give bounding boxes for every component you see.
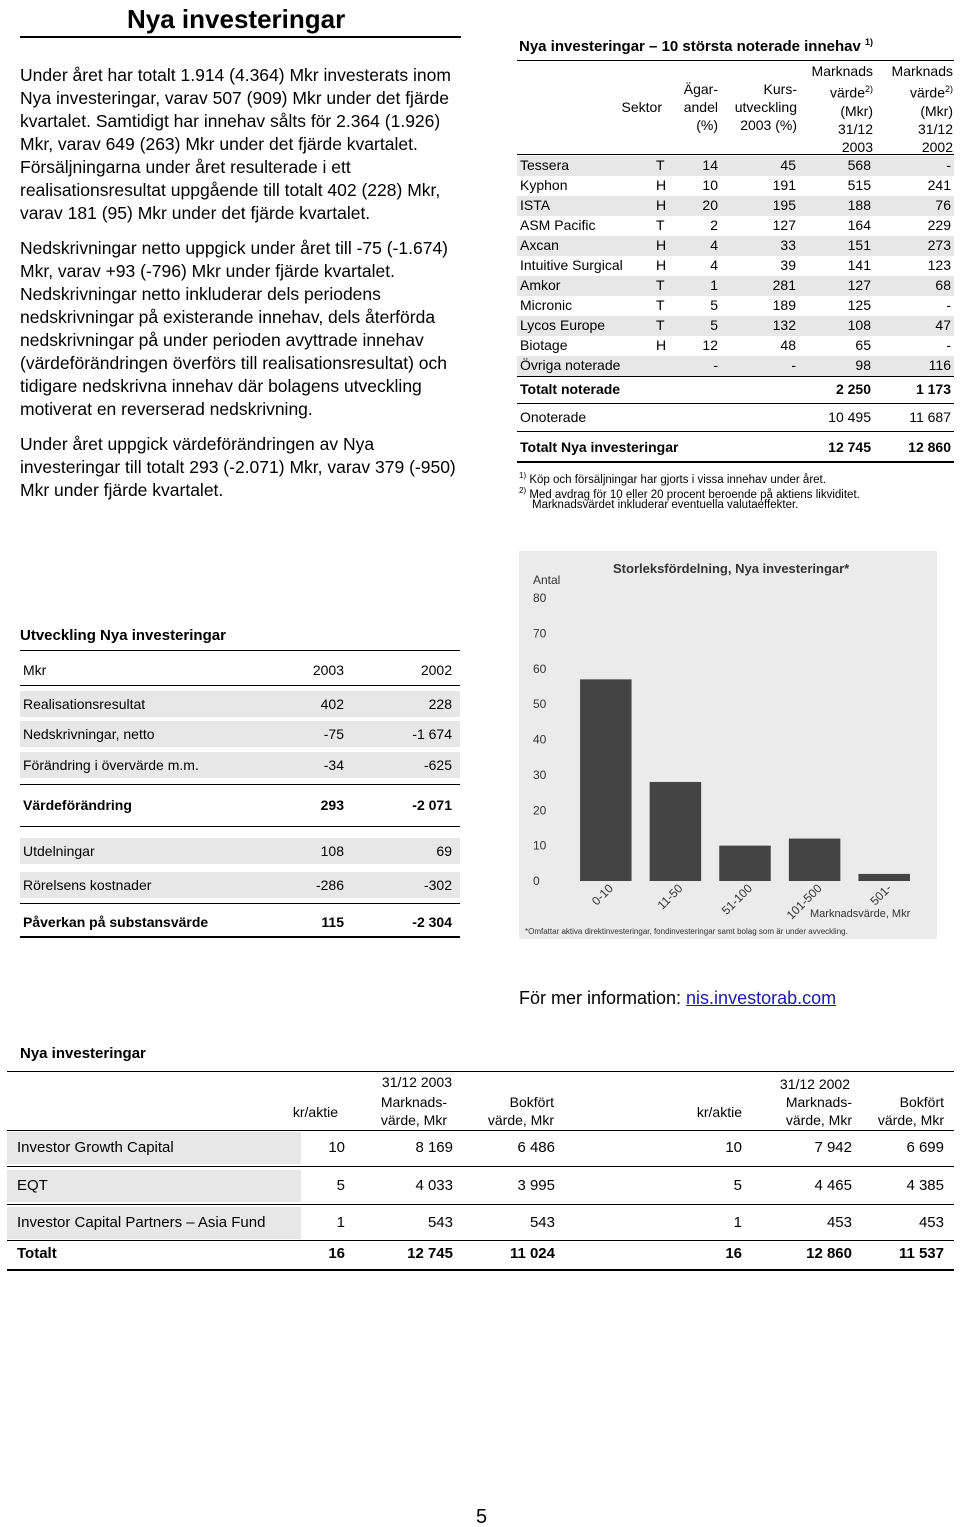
holding-marketvalue-2002: 47 [935,317,951,333]
investment-name: Totalt [17,1245,57,1262]
row-value-2002: -1 674 [412,726,452,742]
more-info-link[interactable]: nis.investorab.com [686,988,837,1008]
table-row [517,276,954,296]
holding-marketvalue-2003: 12 745 [828,439,871,455]
row-label: Påverkan på substansvärde [23,914,209,930]
row-rule [517,403,954,404]
intro-paragraph-3: Under året uppgick värdeförändringen av Nya investeringar till totalt 293 (-2.071) Mkr, varav 379 (-950) Mkr under fjärde kvartalet. [20,434,456,500]
investments-table-title: Nya investeringar [20,1045,146,1062]
development-header-row [20,662,460,682]
holdings-title-text: Nya investeringar – 10 största noterade innehav [519,38,861,55]
holding-marketvalue-2002: - [946,297,951,313]
holding-marketvalue-2002: 12 860 [908,439,951,455]
holding-name: Kyphon [520,177,568,193]
table-row [517,236,954,256]
row-rule [517,431,954,432]
header-line: Marknads- [380,1094,447,1110]
investments-header-rule [7,1130,954,1131]
investments-header-bookvalue-2002 [842,1093,944,1129]
header-line: Marknads [891,63,953,79]
footnote-mark: 2) [519,486,527,495]
table-row [7,1207,954,1239]
holding-ownership: 1 [710,277,718,293]
row-value-2002: -2 304 [412,914,452,930]
header-line: (Mkr) [840,102,873,119]
investment-bookvalue-2003: 11 024 [509,1245,555,1262]
row-value-2002: -625 [423,757,452,773]
holding-sector: H [656,257,667,273]
row-label: Värdeförändring [23,797,132,813]
investment-marketvalue-2003: 8 169 [415,1139,453,1156]
holding-marketvalue-2003: 515 [847,177,871,193]
holding-sector: T [656,297,665,313]
holdings-header-marketvalue-2002 [873,62,953,156]
holding-marketvalue-2002: 123 [927,257,951,273]
header-line: 2003 [841,138,873,155]
holding-marketvalue-2002: 229 [927,217,951,233]
holding-marketvalue-2003: 568 [847,157,871,173]
holdings-total-listed-row [517,381,954,401]
investment-kr-2003: 16 [328,1245,345,1262]
row-rule [20,903,460,904]
header-line: värde, Mkr [380,1112,447,1128]
holding-price-development: 39 [780,257,796,273]
table-row [517,156,954,176]
header-line: värde, Mkr [877,1112,944,1128]
table-bottom-rule [20,936,460,938]
table-row [20,691,460,717]
row-value-2002: -2 071 [412,797,452,813]
row-value-2003: 115 [321,914,344,930]
header-line: andel [683,99,718,115]
holding-sector: T [656,217,665,233]
row-rule [7,1204,954,1205]
chart-title: Storleksfördelning, Nya investeringar* [613,561,850,576]
header-line: Bokfört [509,1094,554,1110]
investment-bookvalue-2003: 543 [529,1214,555,1231]
header-line: Ägar- [683,81,718,97]
row-rule [517,376,954,377]
investments-total-row [7,1238,954,1270]
holding-price-development: 45 [780,157,796,173]
row-value-2002: -302 [423,877,452,893]
investment-bookvalue-2002: 4 385 [906,1177,944,1194]
header-line: Bokfört [899,1094,944,1110]
holding-name: Lycos Europe [520,317,606,333]
holding-ownership: 14 [702,157,718,173]
chart-x-tick-label: 501- [867,881,895,909]
holding-marketvalue-2003: 125 [847,297,871,313]
holding-sector: T [656,157,665,173]
chart-y-tick-label: 40 [533,732,547,747]
table-row [517,296,954,316]
row-rule [20,784,460,785]
header-line: 2003 (%) [740,117,797,133]
holding-price-development: 281 [772,277,796,293]
chart-y-tick-label: 30 [533,767,547,782]
investment-bookvalue-2002: 6 699 [906,1139,944,1156]
holding-price-development: 195 [772,197,796,213]
holding-marketvalue-2003: 10 495 [828,409,871,425]
chart-bar [580,679,632,881]
chart-svg [519,551,937,939]
table-row [517,256,954,276]
chart-y-tick-label: 60 [533,661,547,676]
holding-name: Tessera [520,157,570,173]
holdings-footnote-2b: Marknadsvärdet inkluderar eventuella valutaeffekter. [532,499,799,511]
footnote-mark: 1) [519,471,527,480]
investment-marketvalue-2002: 12 860 [806,1245,852,1262]
row-value-2002: 228 [428,696,452,712]
investment-marketvalue-2002: 453 [826,1214,852,1231]
holding-marketvalue-2002: 241 [927,177,951,193]
holding-name: Övriga noterade [520,357,621,373]
row-label: Utdelningar [23,843,95,859]
header-line: utveckling [734,99,797,115]
development-header-2002: 2002 [420,662,452,678]
table-row [20,752,460,778]
table-row [20,872,460,898]
development-header-label: Mkr [23,662,47,678]
investment-bookvalue-2003: 3 995 [517,1177,555,1194]
holding-name: Biotage [520,337,568,353]
holding-name: Axcan [520,237,559,253]
investment-bookvalue-2003: 6 486 [517,1139,555,1156]
investment-kr-2003: 5 [336,1177,345,1194]
table-row [7,1170,954,1202]
holding-name: Intuitive Surgical [520,257,623,273]
header-line: 31/12 [837,120,873,137]
chart-y-tick-label: 10 [533,838,547,853]
holding-name: Amkor [520,277,561,293]
chart-bar [650,782,702,881]
investments-header-date-2003: 31/12 2003 [381,1074,452,1090]
table-row [7,1132,954,1164]
row-label: Totalt noterade [520,381,621,397]
investments-header-date-2002: 31/12 2002 [779,1076,850,1092]
row-label: Nedskrivningar, netto [23,726,155,742]
table-row [20,797,460,817]
holding-price-development: 33 [780,237,796,253]
intro-text [20,64,461,514]
chart-y-tick-label: 0 [533,874,540,888]
header-line: värde, Mkr [487,1112,554,1128]
header-line: Kurs- [763,81,797,97]
holding-sector: T [656,317,665,333]
holding-sector: H [656,177,667,193]
intro-paragraph-1: Under året har totalt 1.914 (4.364) Mkr investerats inom Nya investeringar, varav 507 (909) Mkr under det fjärde kvartalet. Samtidigt har innehav sålts för 2.364 (1.926) Mkr, varav 649 (263) Mkr under det fjärde kvartalet. Försäljningarna under året resulterade i ett realisationsresultat uppgående till totalt 402 (228) Mkr, varav 181 (95) Mkr under det fjärde kvartalet. [20,65,451,223]
investments-header-kr-2002: kr/aktie [696,1104,742,1120]
holding-ownership: 2 [710,217,718,233]
footnote-text: Med avdrag för 10 eller 20 procent beroende på aktiens likviditet. [529,488,860,501]
chart-footnote: *Omfattar aktiva direktinvesteringar, fondinvesteringar samt bolag som är under avveckling. [525,927,848,936]
row-value-2003: 293 [320,797,344,813]
investment-kr-2002: 10 [725,1139,742,1156]
row-value-2002: 69 [436,843,452,859]
holdings-total-row [517,439,954,459]
row-label: Onoterade [520,409,587,425]
investment-bookvalue-2002: 11 537 [898,1245,944,1262]
table-bottom-rule [7,1269,954,1271]
investment-marketvalue-2003: 543 [427,1214,453,1231]
header-line: 31/12 [917,120,953,137]
header-footnote-mark: 2) [864,84,873,94]
holdings-header-ownership [660,80,718,134]
chart-y-tick-label: 50 [533,697,547,712]
header-line: 2002 [921,138,953,155]
holding-marketvalue-2003: 188 [847,197,871,213]
chart-bar [858,874,910,881]
chart-x-tick-label: 11-50 [654,881,686,913]
row-label: Realisationsresultat [23,696,146,712]
holding-sector: T [656,277,665,293]
chart-y-ticks [533,591,547,888]
holding-sector: H [656,197,667,213]
holding-marketvalue-2002: 68 [935,277,951,293]
intro-paragraph-2: Nedskrivningar netto uppgick under året till -75 (-1.674) Mkr, varav +93 (-796) Mkr under fjärde kvartalet. Nedskrivningar netto inkluderar dels periodens nedskrivningar på existerande innehav, dels återförda nedskrivningar på under perioden avyttrade innehav (värdeförändringen överförs till realisationsresultat) och tidigare nedskrivna innehav där bolagens utveckling motiverat en reverserad nedskrivning. [20,238,448,419]
row-value-2003: -286 [315,877,344,893]
investment-kr-2002: 1 [733,1214,742,1231]
holding-ownership: 4 [710,257,718,273]
holdings-header-rule [517,154,954,155]
holding-marketvalue-2003: 164 [847,217,871,233]
investment-kr-2002: 5 [733,1177,742,1194]
holding-name: Micronic [520,297,573,313]
holdings-title-footnote-mark: 1) [864,37,873,47]
table-row [517,316,954,336]
footnote-text: Köp och försäljningar har gjorts i vissa innehav under året. [529,473,826,486]
page-number: 5 [476,1506,488,1527]
investment-marketvalue-2002: 4 465 [814,1177,852,1194]
header-footnote-mark: 2) [944,84,953,94]
investment-marketvalue-2003: 4 033 [415,1177,453,1194]
holding-sector: H [656,337,667,353]
investment-name: EQT [7,1170,301,1202]
holding-marketvalue-2003: 2 250 [835,381,871,397]
holdings-header-price-development [718,80,797,134]
table-row [20,721,460,747]
chart-y-tick-label: 70 [533,626,547,641]
holding-ownership: - [713,357,718,373]
holding-ownership: 20 [702,197,718,213]
investment-marketvalue-2002: 7 942 [814,1139,852,1156]
holding-name: ASM Pacific [520,217,596,233]
investment-kr-2003: 10 [328,1139,345,1156]
holding-price-development: 48 [780,337,796,353]
header-line: värde, Mkr [785,1112,852,1128]
holding-price-development: - [791,357,796,373]
investments-header-kr-2003: kr/aktie [292,1104,338,1120]
table-bottom-rule [517,461,954,463]
holding-price-development: 127 [772,217,796,233]
investment-name: Investor Growth Capital [7,1132,301,1164]
table-row [517,216,954,236]
chart-y-tick-label: 80 [533,591,547,605]
chart-xlabel: Marknadsvärde, Mkr [810,908,911,920]
row-label: Förändring i övervärde m.m. [23,757,199,773]
holding-marketvalue-2002: 116 [928,357,951,373]
more-info-line [519,988,836,1009]
row-rule [20,826,460,827]
investment-kr-2002: 16 [725,1245,742,1262]
chart-bar [789,839,841,881]
header-line: värde [829,84,865,101]
holding-ownership: 5 [710,297,718,313]
header-line: Marknads [811,63,873,79]
row-value-2003: 402 [320,696,344,712]
holdings-header-sector: Sektor [621,99,662,115]
table-row [517,356,954,376]
holding-marketvalue-2002: 273 [927,237,951,253]
header-line: (%) [696,117,718,133]
row-rule [7,1166,954,1167]
chart-bar [719,846,771,881]
investments-header-bookvalue-2003 [452,1093,554,1129]
holding-ownership: 4 [710,237,718,253]
holding-price-development: 189 [772,297,796,313]
holding-marketvalue-2003: 141 [847,257,871,273]
investments-title-rule [7,1071,954,1072]
investment-kr-2003: 1 [336,1214,345,1231]
holdings-unlisted-row [517,409,954,429]
table-row [517,336,954,356]
holding-ownership: 12 [702,337,718,353]
row-label: Totalt Nya investeringar [520,439,679,455]
heading-rule [20,36,461,38]
holding-ownership: 5 [710,317,718,333]
row-value-2003: -75 [323,726,344,742]
header-line: Marknads- [785,1094,852,1110]
holding-marketvalue-2002: - [946,157,951,173]
chart-x-tick-label: 51-100 [718,881,756,918]
header-line: värde [909,84,945,101]
investments-header-marketvalue-2002 [750,1093,852,1129]
row-label: Rörelsens kostnader [23,877,152,893]
investment-bookvalue-2002: 453 [918,1214,944,1231]
header-line: (Mkr) [920,102,953,119]
holding-marketvalue-2002: 76 [935,197,951,213]
development-header-2003: 2003 [312,662,344,678]
table-row [517,176,954,196]
chart-x-tick-label: 0-10 [589,881,616,909]
holding-marketvalue-2003: 127 [847,277,871,293]
table-row [20,838,460,864]
holding-marketvalue-2003: 151 [847,237,871,253]
holdings-header-marketvalue-2003 [797,62,873,156]
holding-marketvalue-2003: 108 [847,317,871,333]
holdings-title-rule [517,60,954,61]
development-table-title: Utveckling Nya investeringar [20,627,226,644]
table-row [517,196,954,216]
chart-ylabel: Antal [533,573,561,587]
investment-marketvalue-2003: 12 745 [407,1245,453,1262]
holding-price-development: 191 [772,177,796,193]
holding-marketvalue-2003: 65 [855,337,871,353]
size-distribution-chart [519,551,937,939]
investment-name: Investor Capital Partners – Asia Fund [7,1207,301,1239]
holding-name: ISTA [520,197,551,213]
holding-marketvalue-2002: 11 687 [909,409,951,425]
holdings-table-title [519,37,873,55]
chart-x-tick-label: 101-500 [783,881,825,923]
investments-header-marketvalue-2003 [345,1093,447,1129]
page-heading: Nya investeringar [127,4,346,34]
more-info-label: För mer information: [519,988,687,1008]
chart-y-tick-label: 20 [533,803,547,818]
holding-marketvalue-2003: 98 [855,357,871,373]
row-value-2003: -34 [323,757,344,773]
table-row [20,914,460,934]
development-header-rule [20,685,460,686]
holding-ownership: 10 [702,177,718,193]
development-title-rule [20,650,460,651]
holding-marketvalue-2002: 1 173 [915,381,951,397]
holding-sector: H [656,237,667,253]
holding-price-development: 132 [772,317,796,333]
holding-marketvalue-2002: - [946,337,951,353]
row-value-2003: 108 [320,843,344,859]
